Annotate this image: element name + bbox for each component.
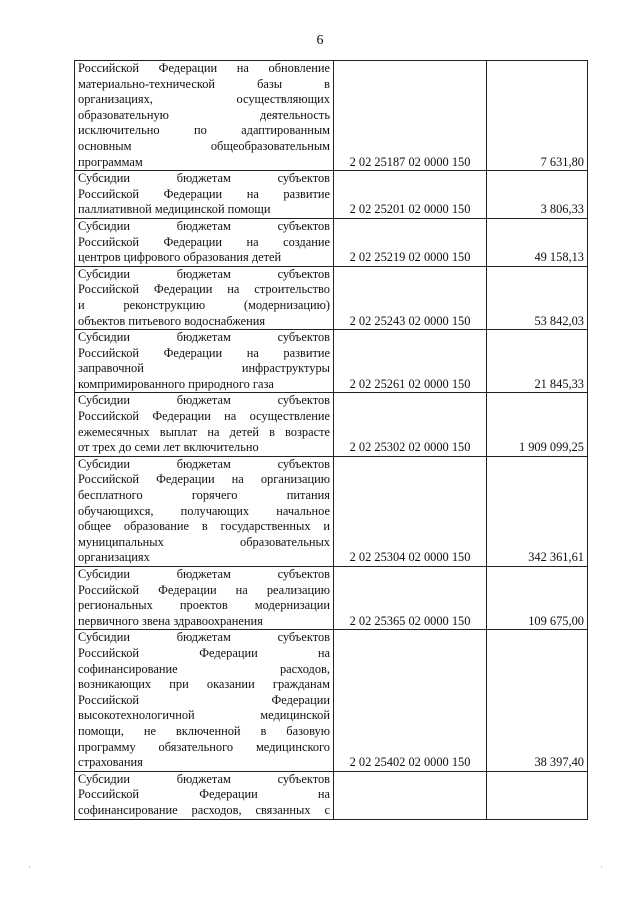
table-row (75, 218, 588, 266)
income-name-line: страхования (78, 755, 143, 770)
income-name-line: образовательную деятельность (78, 107, 330, 122)
budget-code-cell: 2 02 25219 02 0000 150 (334, 218, 487, 266)
revenue-table-body (75, 61, 588, 820)
income-name-line: Российской Федерации на реализацию (78, 582, 330, 597)
budget-code-cell (334, 771, 487, 819)
budget-code-cell: 2 02 25243 02 0000 150 (334, 266, 487, 329)
table-row (75, 330, 588, 393)
income-name-line: Российской Федерации на (78, 645, 330, 660)
income-name-cell (75, 630, 334, 771)
income-name-cell (75, 393, 334, 456)
scan-mark: · (600, 862, 603, 872)
income-name-line: Субсидии бюджетам субъектов (78, 218, 330, 233)
budget-code-cell: 2 02 25201 02 0000 150 (334, 171, 487, 219)
income-name-line: Российской Федерации на развитие (78, 186, 330, 201)
income-name-line: Российской Федерации на организацию (78, 472, 330, 487)
income-name-line: Субсидии бюджетам субъектов (78, 330, 330, 345)
table-row (75, 171, 588, 219)
budget-code-cell: 2 02 25187 02 0000 150 (334, 61, 487, 171)
income-name-line: заправочной инфраструктуры (78, 361, 330, 376)
income-name-line: возникающих при оказании гражданам (78, 677, 330, 692)
income-name-line: высокотехнологичной медицинской (78, 708, 330, 723)
income-name-line: программам (78, 154, 143, 169)
amount-cell: 342 361,61 (487, 456, 588, 566)
income-name-line: Субсидии бюджетам субъектов (78, 567, 330, 581)
table-row-continued (75, 771, 588, 819)
budget-code-cell: 2 02 25402 02 0000 150 (334, 630, 487, 771)
income-name-line: Субсидии бюджетам субъектов (78, 771, 330, 786)
income-name-line: компримированного природного газа (78, 376, 274, 391)
income-name-cell (75, 171, 334, 219)
income-name-line: исключительно по адаптированным (78, 123, 330, 138)
income-name-line: Российской Федерации (78, 692, 330, 707)
income-name-line: материально-технической базы в (78, 76, 330, 91)
income-name-line: Субсидии бюджетам субъектов (78, 630, 330, 645)
income-name-line: ежемесячных выплат на детей в возрасте (78, 424, 330, 439)
income-name-line: Субсидии бюджетам субъектов (78, 171, 330, 186)
income-name-cell (75, 456, 334, 566)
income-name-line: от трех до семи лет включительно (78, 440, 259, 455)
income-name-cell (75, 771, 334, 819)
income-name-line: Субсидии бюджетам субъектов (78, 456, 330, 471)
income-name-cell (75, 330, 334, 393)
amount-cell: 3 806,33 (487, 171, 588, 219)
budget-code-cell: 2 02 25302 02 0000 150 (334, 393, 487, 456)
income-name-line: общее образование в государственных и (78, 519, 330, 534)
table-row (75, 567, 588, 630)
income-name-line: Российской Федерации на (78, 787, 330, 802)
income-name-line: муниципальных образовательных (78, 534, 330, 549)
income-name-line: первичного звена здравоохранения (78, 613, 263, 628)
amount-cell: 38 397,40 (487, 630, 588, 771)
income-name-line: софинансирование расходов, (78, 661, 330, 676)
income-name-line: Российской Федерации на создание (78, 234, 330, 249)
amount-cell: 49 158,13 (487, 218, 588, 266)
income-name-cell (75, 61, 334, 171)
table-row (75, 393, 588, 456)
table-row (75, 61, 588, 171)
amount-cell: 7 631,80 (487, 61, 588, 171)
income-name-line: Субсидии бюджетам субъектов (78, 393, 330, 408)
revenue-table (74, 60, 588, 820)
amount-cell: 53 842,03 (487, 266, 588, 329)
income-name-line: организациях (78, 550, 150, 565)
amount-cell: 109 675,00 (487, 567, 588, 630)
amount-cell: 1 909 099,25 (487, 393, 588, 456)
income-name-line: основным общеобразовательным (78, 138, 330, 153)
table-row (75, 456, 588, 566)
income-name-line: Российской Федерации на строительство (78, 282, 330, 297)
income-name-line: бесплатного горячего питания (78, 488, 330, 503)
income-name-line: программу обязательного медицинского (78, 739, 330, 754)
income-name-line: центров цифрового образования детей (78, 250, 282, 265)
budget-code-cell: 2 02 25365 02 0000 150 (334, 567, 487, 630)
budget-code-cell: 2 02 25304 02 0000 150 (334, 456, 487, 566)
table-row (75, 630, 588, 771)
income-name-line: объектов питьевого водоснабжения (78, 313, 266, 328)
income-name-line: Субсидии бюджетам субъектов (78, 266, 330, 281)
income-name-line: региональных проектов модернизации (78, 598, 330, 613)
income-name-line: организациях, осуществляющих (78, 92, 330, 107)
income-name-cell (75, 218, 334, 266)
income-name-cell (75, 567, 334, 630)
budget-code-cell: 2 02 25261 02 0000 150 (334, 330, 487, 393)
income-name-cell (75, 266, 334, 329)
income-name-line: Российской Федерации на обновление (78, 61, 330, 75)
amount-cell (487, 771, 588, 819)
table-row (75, 266, 588, 329)
income-name-line: Российской Федерации на развитие (78, 345, 330, 360)
income-name-line: и реконструкцию (модернизацию) (78, 297, 330, 312)
income-name-line: софинансирование расходов, связанных с (78, 802, 330, 817)
amount-cell: 21 845,33 (487, 330, 588, 393)
scan-mark: · (28, 862, 31, 872)
income-name-line: помощи, не включенной в базовую (78, 723, 330, 738)
income-name-line: паллиативной медицинской помощи (78, 202, 271, 217)
page-number: 6 (316, 33, 324, 48)
income-name-line: Российской Федерации на осуществление (78, 409, 330, 424)
income-name-line: обучающихся, получающих начальное (78, 503, 330, 518)
